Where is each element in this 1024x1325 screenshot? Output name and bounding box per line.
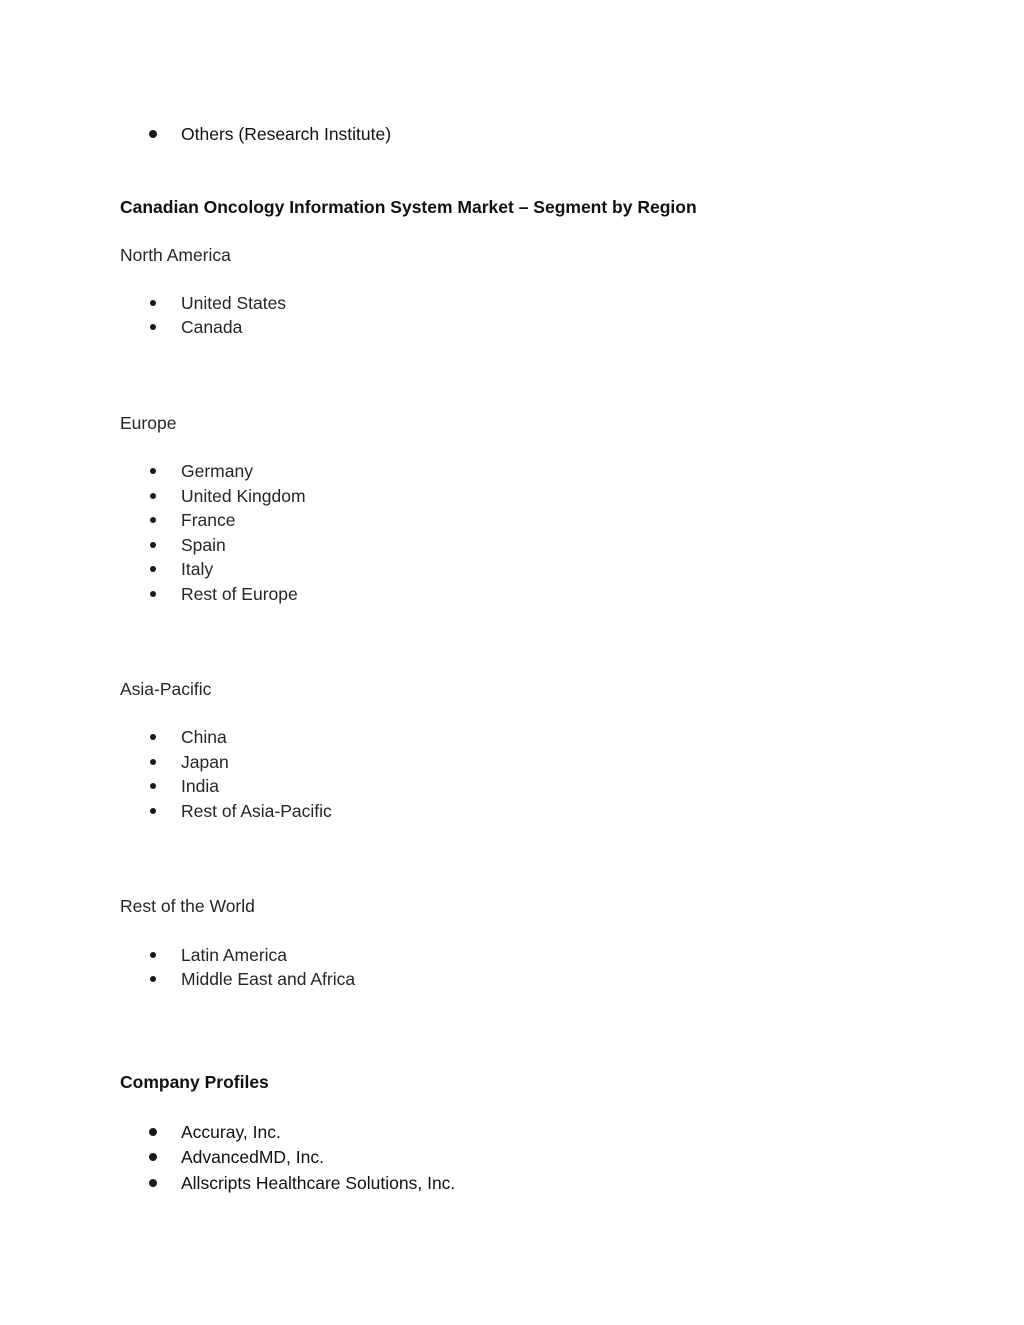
country-label: Italy: [181, 559, 214, 579]
region-heading-europe: Europe: [120, 413, 177, 433]
bullet-icon: [149, 1153, 157, 1161]
bullet-icon: [150, 783, 156, 789]
country-label: India: [181, 776, 219, 796]
company-label: AdvancedMD, Inc.: [181, 1147, 324, 1167]
bullet-icon: [150, 566, 156, 572]
country-label: Latin America: [181, 945, 288, 965]
bullet-icon: [150, 300, 156, 306]
bullet-icon: [150, 468, 156, 474]
country-label: China: [181, 727, 227, 747]
bullet-icon: [150, 493, 156, 499]
country-label: Rest of Asia-Pacific: [181, 801, 332, 821]
bullet-icon: [150, 542, 156, 548]
bullet-icon: [150, 808, 156, 814]
bullet-icon: [150, 952, 156, 958]
country-label: Middle East and Africa: [181, 969, 356, 989]
bullet-icon: [150, 734, 156, 740]
country-label: Canada: [181, 317, 243, 337]
bullet-icon: [150, 517, 156, 523]
bullet-icon: [149, 130, 157, 138]
bullet-icon: [150, 759, 156, 765]
company-label: Allscripts Healthcare Solutions, Inc.: [181, 1173, 456, 1193]
company-profiles-heading: Company Profiles: [120, 1072, 269, 1092]
country-label: United Kingdom: [181, 486, 306, 506]
country-label: Spain: [181, 535, 226, 555]
bullet-icon: [149, 1179, 157, 1187]
region-heading-north-america: North America: [120, 245, 231, 265]
country-label: France: [181, 510, 236, 530]
segment-heading: Canadian Oncology Information System Market – Segment by Region: [120, 197, 697, 217]
country-label: Germany: [181, 461, 253, 481]
country-label: Rest of Europe: [181, 584, 298, 604]
list-item-label: Others (Research Institute): [181, 124, 392, 144]
country-label: Japan: [181, 752, 229, 772]
company-label: Accuray, Inc.: [181, 1122, 281, 1142]
bullet-icon: [150, 976, 156, 982]
bullet-icon: [149, 1128, 157, 1136]
bullet-icon: [150, 591, 156, 597]
region-heading-rest-of-world: Rest of the World: [120, 896, 255, 916]
bullet-icon: [150, 324, 156, 330]
region-heading-asia-pacific: Asia-Pacific: [120, 679, 212, 699]
country-label: United States: [181, 293, 287, 313]
